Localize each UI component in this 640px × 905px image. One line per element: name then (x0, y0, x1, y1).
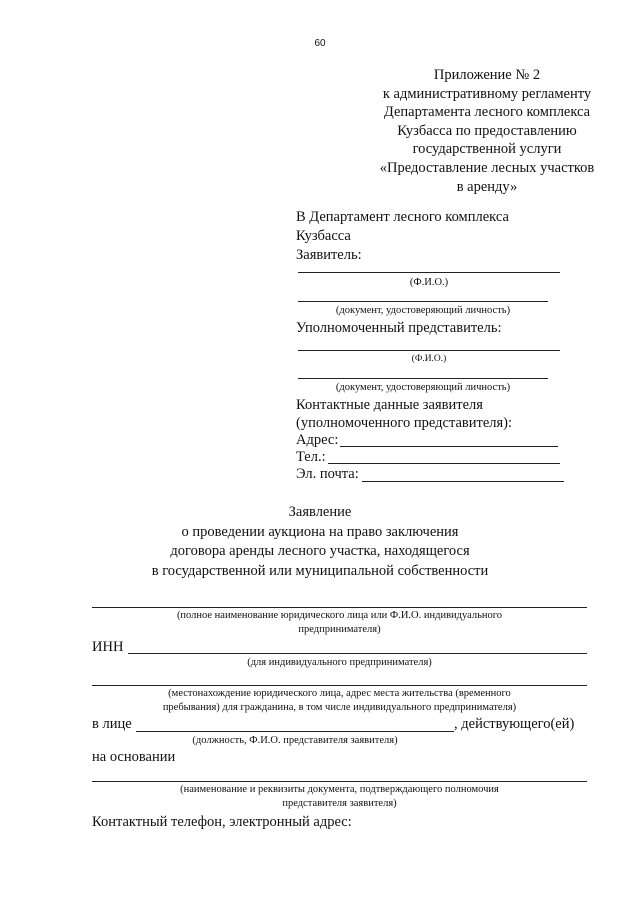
addressee-line-2: Кузбасса (296, 228, 351, 244)
address-label: Адрес: (296, 432, 339, 448)
contact-label: Контактный телефон, электронный адрес: (92, 814, 352, 830)
addressee-line-1: В Департамент лесного комплекса (296, 209, 509, 225)
page-number: 60 (314, 38, 326, 49)
document-title (0, 503, 640, 581)
title-line: договора аренды лесного участка, находящегося (170, 543, 470, 560)
document-caption: (документ, удостоверяющий личность) (335, 305, 511, 316)
representative-fio-field[interactable] (298, 350, 560, 351)
appendix-header (360, 66, 614, 196)
email-label: Эл. почта: (296, 466, 359, 482)
appendix-line: государственной услуги (412, 141, 562, 158)
applicant-fio-field[interactable] (298, 272, 560, 273)
name-caption-2: предпринимателя) (298, 624, 381, 635)
appendix-line: в аренду» (456, 178, 518, 195)
acting-label: , действующего(ей) (454, 716, 575, 732)
email-field[interactable] (362, 481, 564, 482)
inn-caption: (для индивидуального предпринимателя) (247, 657, 432, 668)
position-caption: (должность, Ф.И.О. представителя заявителя) (192, 735, 398, 746)
basis-caption-2: представителя заявителя) (282, 798, 397, 809)
contacts-label-2: (уполномоченного представителя): (296, 415, 513, 431)
representative-position-field[interactable] (136, 731, 454, 732)
rep-fio-caption: (Ф.И.О.) (411, 354, 447, 364)
inn-label: ИНН (92, 639, 124, 655)
address-field[interactable] (340, 446, 558, 447)
appendix-line: Приложение № 2 (433, 67, 541, 83)
inn-field[interactable] (128, 653, 587, 654)
fio-caption: (Ф.И.О.) (409, 277, 449, 288)
location-field[interactable] (92, 685, 587, 686)
title-line: в государственной или муниципальной собственности (151, 562, 489, 579)
phone-field[interactable] (328, 463, 560, 464)
location-caption-2: пребывания) для гражданина, в том числе индивидуального предпринимателя) (162, 702, 517, 713)
appendix-line: «Предоставление лесных участков (379, 159, 595, 176)
basis-document-field[interactable] (92, 781, 587, 782)
title-line: Заявление (288, 504, 352, 520)
applicant-label: Заявитель: (296, 247, 362, 263)
appendix-line: к административному регламенту (382, 85, 592, 102)
title-line: о проведении аукциона на право заключения (181, 523, 459, 540)
appendix-line: Кузбасса по предоставлению (397, 122, 577, 139)
phone-label: Тел.: (296, 449, 326, 465)
applicant-name-field[interactable] (92, 607, 587, 608)
representative-document-field[interactable] (298, 378, 548, 379)
rep-document-caption: (документ, удостоверяющий личность) (335, 382, 511, 393)
representative-label: Уполномоченный представитель: (296, 320, 502, 336)
in-person-label: в лице (92, 716, 132, 732)
applicant-document-field[interactable] (298, 301, 548, 302)
name-caption-1: (полное наименование юридического лица или Ф.И.О. индивидуального (176, 610, 503, 621)
basis-caption-1: (наименование и реквизиты документа, подтверждающего полномочия (180, 784, 499, 795)
basis-label: на основании (92, 749, 176, 765)
location-caption-1: (местонахождение юридического лица, адрес места жительства (временного (168, 688, 511, 699)
contacts-label-1: Контактные данные заявителя (296, 397, 483, 413)
appendix-line: Департамента лесного комплекса (383, 104, 591, 121)
